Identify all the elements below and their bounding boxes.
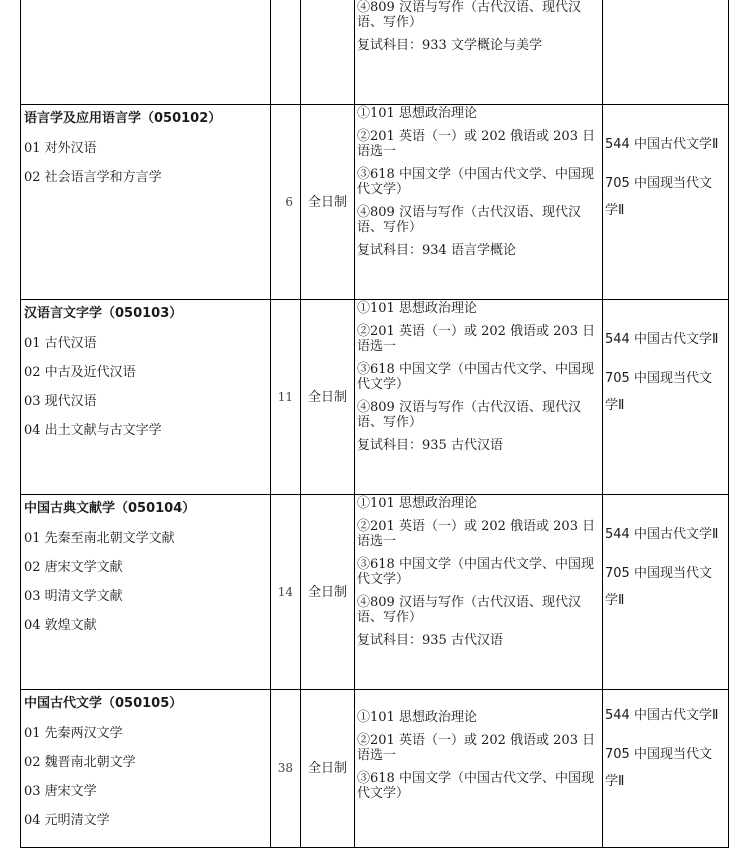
- subject-item: ③618 中国文学（中国古代文学、中国现代文学）: [357, 771, 594, 801]
- direction-item: 03 明清文学文献: [24, 589, 123, 604]
- alt-cell: [603, 495, 729, 690]
- subject-item: ④809 汉语与写作（古代汉语、现代汉语、写作）: [357, 400, 581, 430]
- alt-cell: [603, 690, 729, 848]
- alt-subject: 705 中国现当代文学Ⅱ: [605, 371, 712, 413]
- alt-cell: [603, 105, 729, 300]
- table-row: [21, 495, 729, 690]
- direction-item: 04 元明清文学: [24, 813, 110, 828]
- table-row: [21, 300, 729, 495]
- direction-item: 02 唐宋文学文献: [24, 560, 123, 575]
- direction-item: 03 唐宋文学: [24, 784, 97, 799]
- major-title: 汉语言文字学（050103）: [24, 306, 183, 321]
- subject-item: ②201 英语（一）或 202 俄语或 203 日语选一: [357, 129, 596, 159]
- major-title: 中国古典文献学（050104）: [24, 501, 196, 516]
- direction-item: 01 先秦两汉文学: [24, 726, 123, 741]
- subject-item: ④809 汉语与写作（古代汉语、现代汉语、写作）: [357, 0, 581, 30]
- major-cell: [21, 300, 271, 495]
- direction-item: 04 出土文献与古文字学: [24, 423, 162, 438]
- subject-item: ④809 汉语与写作（古代汉语、现代汉语、写作）: [357, 205, 581, 235]
- enrollment-count: 14: [271, 495, 301, 690]
- major-cell: [21, 495, 271, 690]
- direction-item: 01 先秦至南北朝文学文献: [24, 531, 175, 546]
- direction-item: 03 现代汉语: [24, 394, 97, 409]
- retest-subject: 复试科目：935 古代汉语: [357, 633, 503, 648]
- alt-subject: 705 中国现当代文学Ⅱ: [605, 566, 712, 608]
- retest-subject: 复试科目：934 语言学概论: [357, 243, 516, 258]
- alt-subject: 544 中国古代文学Ⅱ: [605, 708, 719, 723]
- subject-item: ①101 思想政治理论: [357, 710, 477, 725]
- subjects-cell: [355, 0, 603, 105]
- major-title: 语言学及应用语言学（050102）: [24, 111, 222, 126]
- count-cell: [271, 0, 301, 105]
- enrollment-count: 38: [271, 690, 301, 848]
- major-title: 中国古代文学（050105）: [24, 696, 183, 711]
- major-cell: [21, 105, 271, 300]
- direction-item: 01 古代汉语: [24, 336, 97, 351]
- alt-subject: 544 中国古代文学Ⅱ: [605, 137, 719, 152]
- study-mode: 全日制: [301, 690, 355, 848]
- study-mode: 全日制: [301, 300, 355, 495]
- table-row: [21, 105, 729, 300]
- alt-subject: 544 中国古代文学Ⅱ: [605, 332, 719, 347]
- subjects-cell: [355, 300, 603, 495]
- study-mode: 全日制: [301, 495, 355, 690]
- subject-item: ①101 思想政治理论: [357, 301, 477, 316]
- subject-item: ③618 中国文学（中国古代文学、中国现代文学）: [357, 557, 594, 587]
- direction-item: 02 社会语言学和方言学: [24, 170, 162, 185]
- major-cell: [21, 0, 271, 105]
- subjects-cell: [355, 690, 603, 848]
- direction-item: 04 敦煌文献: [24, 618, 97, 633]
- subject-item: ④809 汉语与写作（古代汉语、现代汉语、写作）: [357, 595, 581, 625]
- admissions-table: [20, 0, 729, 848]
- subject-item: ①101 思想政治理论: [357, 106, 477, 121]
- direction-item: 02 中古及近代汉语: [24, 365, 136, 380]
- mode-cell: [301, 0, 355, 105]
- subject-item: ③618 中国文学（中国古代文学、中国现代文学）: [357, 362, 594, 392]
- direction-item: 01 对外汉语: [24, 141, 97, 156]
- enrollment-count: 6: [271, 105, 301, 300]
- subject-item: ①101 思想政治理论: [357, 496, 477, 511]
- enrollment-count: 11: [271, 300, 301, 495]
- alt-subject: 705 中国现当代文学Ⅱ: [605, 747, 712, 789]
- alt-cell: [603, 0, 729, 105]
- subject-item: ②201 英语（一）或 202 俄语或 203 日语选一: [357, 733, 596, 763]
- study-mode: 全日制: [301, 105, 355, 300]
- retest-subject: 复试科目：935 古代汉语: [357, 438, 503, 453]
- table-row: [21, 690, 729, 848]
- subjects-cell: [355, 495, 603, 690]
- table-row-top: [21, 0, 729, 105]
- alt-subject: 544 中国古代文学Ⅱ: [605, 527, 719, 542]
- major-cell: [21, 690, 271, 848]
- alt-subject: 705 中国现当代文学Ⅱ: [605, 176, 712, 218]
- subject-item: ②201 英语（一）或 202 俄语或 203 日语选一: [357, 519, 596, 549]
- direction-item: 02 魏晋南北朝文学: [24, 755, 136, 770]
- alt-cell: [603, 300, 729, 495]
- subject-item: ③618 中国文学（中国古代文学、中国现代文学）: [357, 167, 594, 197]
- subjects-cell: [355, 105, 603, 300]
- retest-subject: 复试科目：933 文学概论与美学: [357, 38, 542, 53]
- subject-item: ②201 英语（一）或 202 俄语或 203 日语选一: [357, 324, 596, 354]
